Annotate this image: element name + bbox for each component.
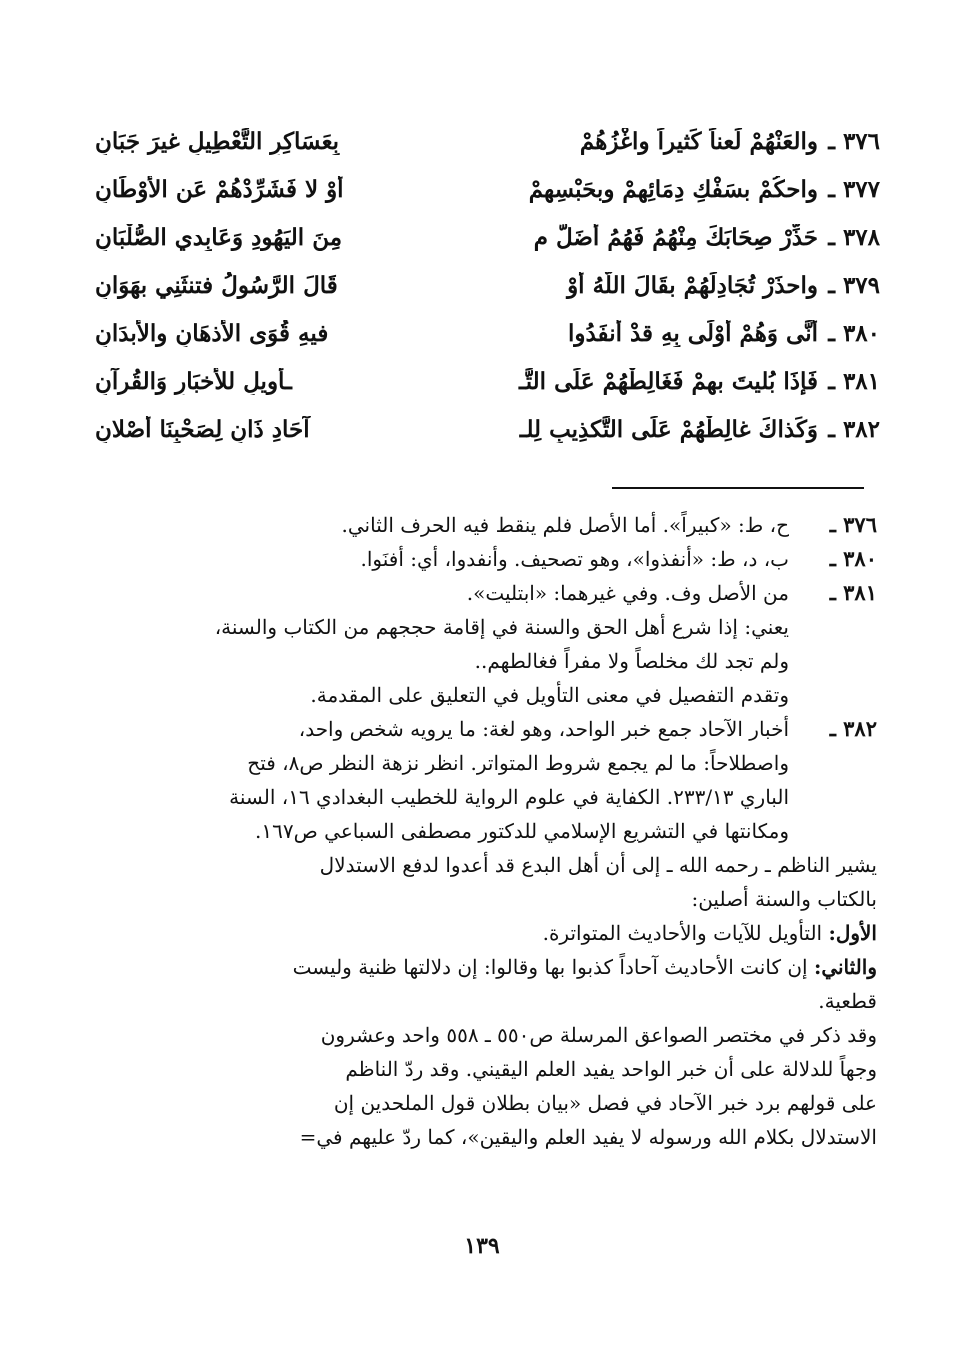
verse-second-hemistich: قَالَ الرَّسُولُ فتنثَنِي بهَوَانِ xyxy=(95,272,338,299)
footnote-line: يشير الناظم ـ رحمه الله ـ إلى أن أهل البدع قد أعدوا لدفع الاستدلال xyxy=(319,853,877,877)
verse-number: ٣٨١ ـ xyxy=(828,368,880,395)
verse-number: ٣٧٧ ـ xyxy=(828,176,880,203)
verse-380 xyxy=(95,320,880,368)
verse-second-hemistich: مِنَ اليَهُودِ وَعَابِدي الصُّلْبَانِ xyxy=(95,224,343,251)
verse-377 xyxy=(95,176,880,224)
footnote-line: أخبار الآحاد جمع خبر الواحد، وهو لغة: ما يرويه شخص واحد، xyxy=(298,717,789,741)
footnote-line: ولم تجد لك مخلصاً ولا مفراً فغالطهم.. xyxy=(474,649,789,673)
footnote-line: وتقدم التفصيل في معنى التأويل في التعليق على المقدمة. xyxy=(310,683,789,707)
footnote-number: ٣٨٢ ـ xyxy=(829,716,877,741)
footnote-line: واصطلاحاً: ما لم يجمع شروط المتواتر. انظر نزهة النظر ص٨، فتح xyxy=(247,751,789,775)
verse-382 xyxy=(95,416,880,464)
first-principle-line xyxy=(95,916,877,950)
verse-number: ٣٧٦ ـ xyxy=(828,128,880,155)
footnote-line: ح، ط: «كبيراً». أما الأصل فلم ينقط فيه الحرف الثاني. xyxy=(341,513,789,537)
second-principle-label: والثاني: xyxy=(813,955,877,979)
footnote-line: من الأصل وف. وفي غيرهما: «ابتليت». xyxy=(466,581,789,605)
verse-first-hemistich: واحذَرْ تُجَادِلَهُمْ بقَالَ اللَّهُ أوْ xyxy=(567,272,818,299)
verse-first-hemistich: والعَنْهُمْ لَعناً كَثيراً واغْزُهُمْ xyxy=(579,128,818,155)
footnote-line: ومكانتها في التشريع الإسلامي للدكتور مصطفى السباعي ص١٦٧. xyxy=(255,819,789,843)
footnote-382-continuation xyxy=(95,848,877,1154)
verse-first-hemistich: فَإذَا بُليتَ بهِمْ فَغَالِطْهُمْ عَلَى التَّـ xyxy=(519,368,818,395)
verse-second-hemistich: فيهِ قُوَى الأذهَانِ والأبدَانِ xyxy=(95,320,329,347)
verse-second-hemistich: آحَادِ ذَانِ لِصَحْبِنَا أَصْلانِ xyxy=(95,416,310,443)
second-principle-text: إن كانت الأحاديث آحاداً كذبوا بها وقالوا: إن دلالتها ظنية وليست xyxy=(292,955,814,979)
footnote-381 xyxy=(95,576,877,712)
verse-second-hemistich: أوْ لا فَشَرِّدْهُمْ عَنِ الأوْطَانِ xyxy=(95,176,344,203)
footnote-line: على قولهم برد خبر الآحاد في فصل «بيان بطلان قول الملحدين إن xyxy=(333,1091,877,1115)
second-principle-line xyxy=(95,950,877,984)
verse-second-hemistich: بِعَسَاكِرِ التَّعْطِيلِ غيرَ جَبَانِ xyxy=(95,128,340,155)
footnotes xyxy=(95,508,877,1154)
first-principle-text: التأويل للآيات والأحاديث المتواترة. xyxy=(542,921,829,945)
footnote-380 xyxy=(95,542,877,576)
footnote-line: وجهاً للدلالة على أن خبر الواحد يفيد العلم اليقيني. وقد ردّ الناظم xyxy=(345,1057,877,1081)
verse-number: ٣٧٨ ـ xyxy=(828,224,880,251)
verse-379 xyxy=(95,272,880,320)
footnote-line: ب، د، ط: «أنفذوا»، وهو تصحيف. وأنفدوا، أي: أفنَوا. xyxy=(360,547,789,571)
poem-verses xyxy=(95,128,880,464)
footnote-line: يعني: إذا شرع أهل الحق والسنة في إقامة حججهم من الكتاب والسنة، xyxy=(214,615,789,639)
footnote-number: ٣٧٦ ـ xyxy=(829,512,877,537)
verse-number: ٣٧٩ ـ xyxy=(828,272,880,299)
verse-first-hemistich: حَذِّرْ صِحَابَكَ مِنْهُمُ فَهُمُ أَضَلُّ م xyxy=(533,224,818,251)
footnote-line: الاستدلال بكلام الله ورسوله لا يفيد العلم واليقين»، كما ردّ عليهم في= xyxy=(299,1125,877,1149)
verse-376 xyxy=(95,128,880,176)
verse-number: ٣٨٠ ـ xyxy=(828,320,880,347)
footnote-line: وقد ذكر في مختصر الصواعق المرسلة ص٥٥٠ ـ ٥٥٨ واحد وعشرون xyxy=(320,1023,877,1047)
verse-381 xyxy=(95,368,880,416)
verse-second-hemistich: ـأويلِ للأخبَارِ وَالقُرآنِ xyxy=(95,368,292,395)
verse-first-hemistich: أنَّى وَهُمْ أوْلَى بِهِ قدْ أنفَدُوا xyxy=(567,320,818,347)
footnote-382 xyxy=(95,712,877,848)
footnote-number: ٣٨١ ـ xyxy=(829,580,877,605)
footnote-number: ٣٨٠ ـ xyxy=(829,546,877,571)
footnote-376 xyxy=(95,508,877,542)
footnote-line: قطعية. xyxy=(818,989,877,1013)
verse-first-hemistich: وَكَذاكَ غالِطْهُمْ عَلَى التَّكذِيبِ لِلـ xyxy=(519,416,818,443)
footnote-divider xyxy=(612,487,864,489)
page-number: ١٣٩ xyxy=(464,1233,500,1259)
verse-first-hemistich: واحكُمْ بسَفْكِ دِمَائِهِمْ وبحَبْسِهِمْ xyxy=(528,176,818,203)
first-principle-label: الأول: xyxy=(828,921,877,945)
footnote-line: الباري ٢٣٣/١٣. الكفاية في علوم الرواية للخطيب البغدادي ١٦، السنة xyxy=(229,785,789,809)
verse-378 xyxy=(95,224,880,272)
footnote-line: بالكتاب والسنة أصلين: xyxy=(691,887,877,911)
verse-number: ٣٨٢ ـ xyxy=(828,416,880,443)
